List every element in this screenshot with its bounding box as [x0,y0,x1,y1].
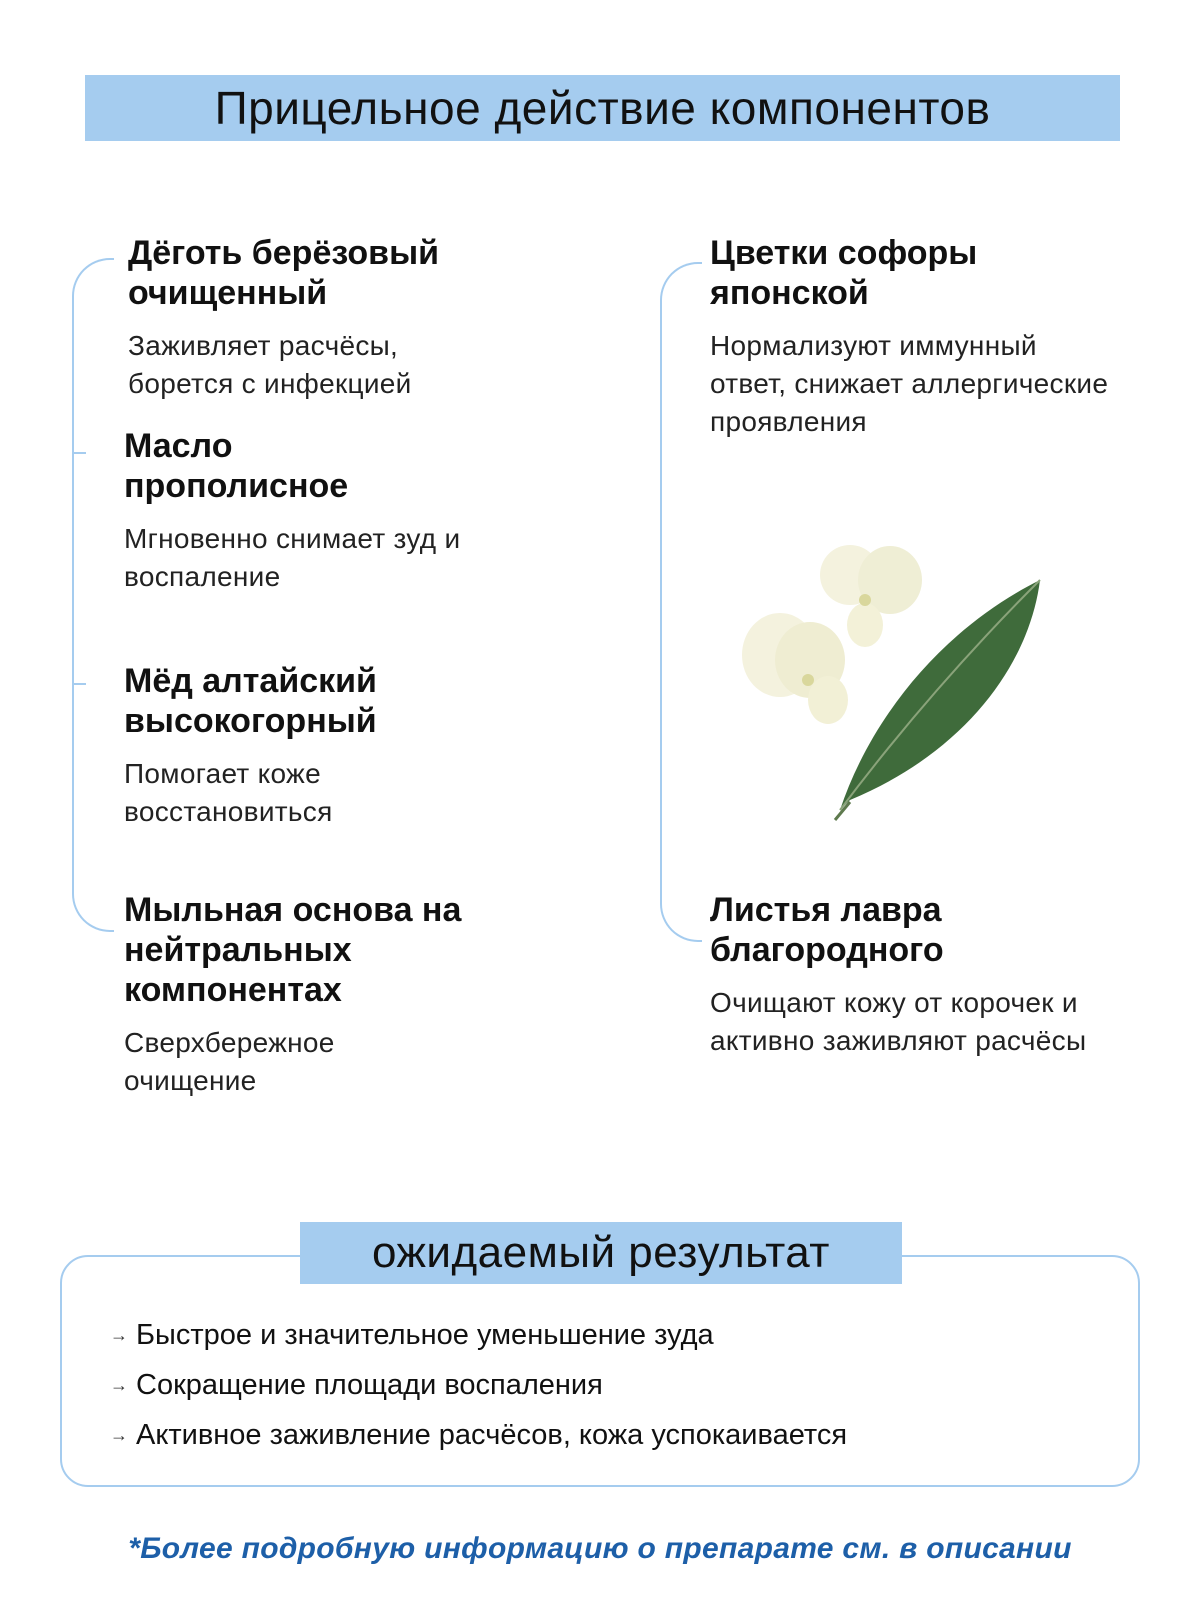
ingredient-name: Листья лавра благородного [710,891,944,969]
result-title-banner [300,1222,902,1284]
result-item-text: Активное заживление расчёсов, кожа успокаивается [136,1419,848,1451]
bracket-tick [72,452,86,454]
result-item [110,1310,847,1360]
result-item-text: Сокращение площади воспаления [136,1369,603,1401]
arrow-right-icon: → [110,1325,128,1345]
ingredient-name: Мыльная основа на нейтральных компонентах [124,891,462,1009]
ingredient-desc: Заживляет расчёсы, борется с инфекцией [128,330,412,399]
ingredient-birch-tar [128,233,548,403]
ingredient-altai-honey [124,661,454,831]
ingredient-name: Мёд алтайский высокогорный [124,662,377,740]
ingredient-laurel-leaves [710,890,1160,1060]
arrow-right-icon: → [110,1375,128,1395]
result-item [110,1360,847,1410]
ingredient-desc: Мгновенно снимает зуд и воспаление [124,523,461,592]
ingredient-name: Цветки софоры японской [710,234,978,312]
arrow-right-icon: → [110,1425,128,1445]
result-item [110,1410,847,1460]
result-item-text: Быстрое и значительное уменьшение зуда [136,1319,714,1351]
page-title-banner [85,75,1120,141]
ingredient-desc: Нормализуют иммунный ответ, снижает аллергические проявления [710,330,1109,437]
ingredient-name: Дёготь берёзовый очищенный [128,234,440,312]
ingredient-desc: Помогает коже восстановиться [124,758,333,827]
page-title: Прицельное действие компонентов [214,82,991,134]
ingredient-name: Масло прополисное [124,427,349,505]
result-title: ожидаемый результат [372,1228,830,1277]
ingredient-soap-base [124,890,484,1100]
left-bracket [72,258,114,932]
ingredient-desc: Очищают кожу от корочек и активно заживляют расчёсы [710,987,1087,1056]
footnote: *Более подробную информацию о препарате см. в описании [128,1532,1072,1565]
ingredient-propolis-oil [124,426,461,596]
bracket-tick [72,683,86,685]
ingredient-desc: Сверхбережное очищение [124,1027,335,1096]
right-bracket [660,262,702,942]
result-list [110,1310,847,1460]
sophora-flower-and-laurel-leaf-illustration [740,540,1070,840]
ingredient-sophora [710,233,1109,441]
